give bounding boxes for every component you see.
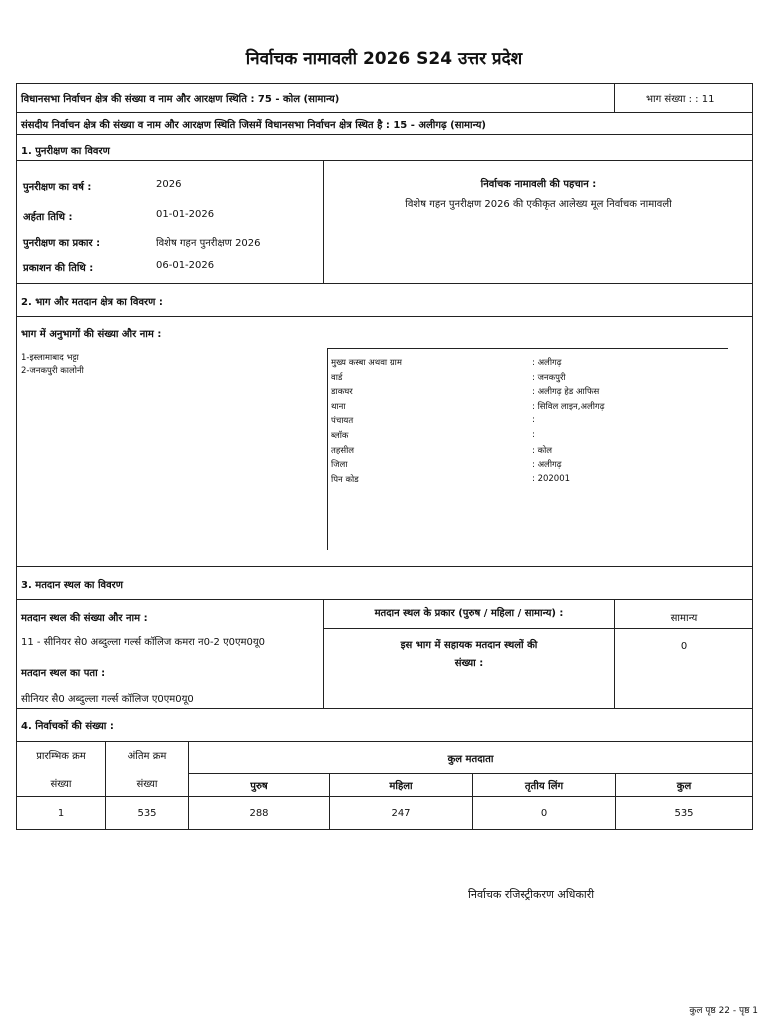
aux-stations-label-2: संख्या :	[454, 658, 484, 669]
cell-end: 535	[106, 797, 189, 830]
polling-station-value: 11 - सीनियर से0 अब्दुल्ला गर्ल्स कॉलिज कमरा न0-2 ए0एम0यू0	[21, 637, 266, 648]
revision-year-value: 2026	[156, 179, 182, 190]
registration-officer-signature: निर्वाचक रजिस्ट्रीकरण अधिकारी	[468, 888, 595, 901]
polling-type-label: मतदान स्थल के प्रकार (पुरुष / महिला / सामान्य) :	[374, 608, 564, 619]
aux-stations-label-1: इस भाग में सहायक मतदान स्थलों की	[400, 640, 538, 651]
polling-address-label: मतदान स्थल का पता :	[21, 668, 106, 679]
polling-station-label: मतदान स्थल की संख्या और नाम :	[21, 613, 148, 624]
col-start-serial: प्रारम्भिक क्रम संख्या	[17, 742, 106, 797]
detail-value-pincode: : 202001	[532, 474, 571, 484]
detail-label-block: ब्लॉक	[331, 431, 349, 441]
publication-date-value: 06-01-2026	[156, 260, 215, 271]
detail-label-ward: वार्ड	[331, 373, 343, 383]
detail-value-ward: : जनकपुरी	[532, 373, 566, 383]
section-item-2: 2-जनकपुरी कालोनी	[21, 366, 84, 376]
sections-subheading: भाग में अनुभागों की संख्या और नाम :	[21, 329, 162, 340]
table-row	[17, 797, 753, 830]
polling-address-value: सीनियर सै0 अब्दुल्ला गर्ल्स कॉलिज ए0एम0यू0	[21, 694, 194, 705]
col-end-serial: अंतिम क्रम संख्या	[106, 742, 189, 797]
section4-heading-box	[16, 708, 753, 742]
cell-third: 0	[473, 797, 616, 830]
parliamentary-constituency: संसदीय निर्वाचन क्षेत्र की संख्या व नाम और आरक्षण स्थिति जिसमें विधानसभा निर्वाचन क्षेत्र स्थित है : 15 - अलीगढ़ (सामान्य)	[21, 120, 486, 131]
detail-value-panchayat: :	[532, 415, 535, 425]
section1-heading: 1. पुनरीक्षण का विवरण	[21, 146, 110, 157]
page-title: निर्वाचक नामावली 2026 S24 उत्तर प्रदेश	[245, 49, 523, 69]
detail-label-tehsil: तहसील	[331, 446, 355, 456]
aux-stations-value: 0	[680, 641, 688, 652]
roll-identity-heading: निर्वाचक नामावली की पहचान :	[480, 179, 597, 190]
col-total: कुल	[616, 774, 753, 797]
detail-label-panchayat: पंचायत	[331, 416, 354, 426]
detail-value-tehsil: : कोल	[532, 446, 553, 456]
detail-value-town: : अलीगढ़	[532, 358, 562, 368]
detail-label-police: थाना	[331, 402, 346, 412]
detail-value-postoffice: : अलीगढ़ हेड आफिस	[532, 387, 600, 397]
col-female: महिला	[330, 774, 473, 797]
detail-value-district: : अलीगढ़	[532, 460, 562, 470]
detail-label-town: मुख्य कस्बा अथवा ग्राम	[331, 358, 402, 368]
col-third-gender: तृतीय लिंग	[473, 774, 616, 797]
cell-total: 535	[616, 797, 753, 830]
revision-type-label: पुनरीक्षण का प्रकार :	[23, 238, 101, 249]
revision-type-value: विशेष गहन पुनरीक्षण 2026	[156, 238, 261, 249]
detail-value-police: : सिविल लाइन,अलीगढ़	[532, 402, 605, 412]
detail-value-block: :	[532, 430, 535, 440]
detail-label-pincode: पिन कोड	[331, 475, 359, 485]
qualifying-date-label: अर्हता तिथि :	[23, 212, 73, 223]
cell-start: 1	[17, 797, 106, 830]
col-total-voters: कुल मतदाता	[189, 742, 753, 774]
cell-female: 247	[330, 797, 473, 830]
detail-label-postoffice: डाकघर	[331, 387, 353, 397]
part-number: भाग संख्या : : 11	[646, 94, 715, 105]
publication-date-label: प्रकाशन की तिथि :	[23, 263, 94, 274]
cell-male: 288	[189, 797, 330, 830]
roll-identity-value: विशेष गहन पुनरीक्षण 2026 की एकीकृत आलेख्य मूल निर्वाचक नामावली	[405, 199, 672, 210]
section2-heading: 2. भाग और मतदान क्षेत्र का विवरण :	[21, 297, 163, 308]
detail-label-district: जिला	[331, 460, 348, 470]
section-item-1: 1-इस्लामाबाद भट्टा	[21, 353, 79, 363]
col-male: पुरुष	[189, 774, 330, 797]
revision-year-label: पुनरीक्षण का वर्ष :	[23, 182, 92, 193]
section3-heading: 3. मतदान स्थल का विवरण	[21, 580, 123, 591]
assembly-constituency: विधानसभा निर्वाचन क्षेत्र की संख्या व नाम और आरक्षण स्थिति : 75 - कोल (सामान्य)	[21, 94, 340, 105]
section4-heading: 4. निर्वाचकों की संख्या :	[21, 721, 114, 732]
polling-type-value: सामान्य	[670, 613, 698, 624]
page-number: कुल पृष्ठ 22 - पृष्ठ 1	[689, 1006, 758, 1016]
qualifying-date-value: 01-01-2026	[156, 209, 215, 220]
voters-count-table	[16, 741, 753, 830]
